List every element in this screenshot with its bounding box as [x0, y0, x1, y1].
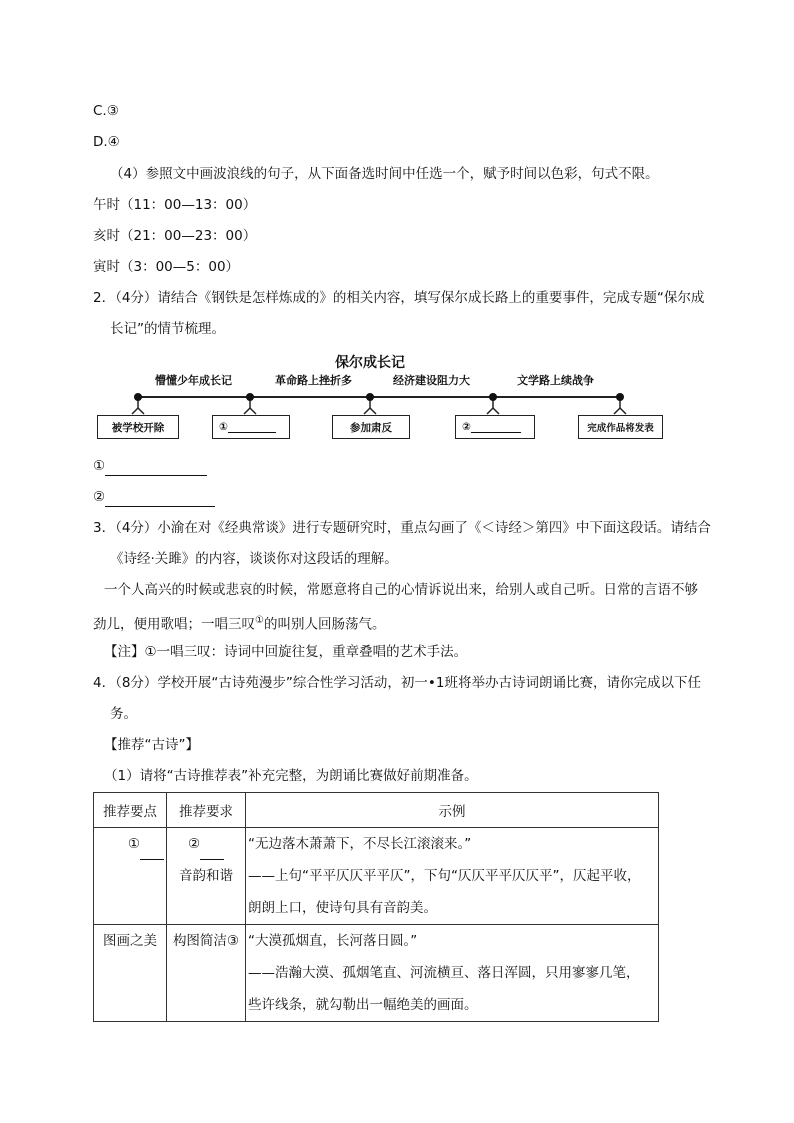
event-box-blank-2-label: ② [462, 421, 471, 433]
connector-arrow-2 [244, 408, 256, 414]
section-heading: 【推荐“古诗”】 [104, 737, 199, 753]
row2-requirement-cell[interactable] [167, 925, 246, 1022]
diagram-title: 保尔成长记 [335, 355, 405, 371]
option-d: D.④ [93, 134, 120, 150]
quote-line1: 一个人高兴的时候或悲哀的时候，常愿意将自己的心情诉说出来，给别人或自己听。日常的言语不够 [104, 582, 698, 598]
option-c: C.③ [93, 103, 119, 119]
row1-point-cell[interactable] [94, 828, 167, 925]
event-box-blank-1-label: ① [219, 421, 228, 433]
table-row [94, 828, 659, 925]
connector-arrow-1 [132, 408, 144, 414]
answer-line-2[interactable] [93, 487, 215, 507]
header-requirement: 推荐要求 [167, 793, 246, 828]
connector-arrow-4 [487, 408, 499, 414]
answer-1-label: ① [93, 458, 106, 474]
paul-growth-diagram [95, 350, 665, 450]
row1-example-line2: ——上句“平平仄仄平平仄”，下句“仄仄平平仄仄平”，仄起平收， [248, 868, 641, 884]
stage-label-4: 文学路上续战争 [517, 374, 594, 387]
connector-arrow-5 [614, 408, 626, 414]
header-example: 示例 [246, 793, 659, 828]
recommendation-table [93, 792, 659, 1022]
question-2-line1: 2．（4分）请结合《钢铁是怎样炼成的》的相关内容，填写保尔成长路上的重要事件，完成专题“保尔成 [93, 290, 705, 306]
sub-question-1: （1）请将“古诗推荐表”补充完整，为朗诵比赛做好前期准备。 [104, 768, 478, 784]
row2-point-cell [94, 925, 167, 1022]
row1-point-blank [140, 843, 164, 860]
answer-1-blank [105, 460, 207, 476]
row1-point-line [94, 828, 164, 860]
event-box-blank-2-line [471, 422, 521, 433]
row2-example-cell [246, 925, 659, 1022]
answer-2-blank [105, 491, 215, 507]
footnote-marker: ① [255, 615, 264, 626]
stage-label-3: 经济建设阻力大 [393, 374, 470, 387]
event-box-1: 被学校开除 [97, 415, 179, 439]
row1-req-blank-line [167, 828, 245, 860]
question-3-line2: 《诗经·关雎》的内容，谈谈你对这段话的理解。 [110, 551, 398, 567]
row1-example-line1: “无边落木萧萧下，不尽长江滚滚来。” [248, 836, 472, 852]
question-3-line1: 3．（4分）小渝在对《经典常谈》进行专题研究时，重点勾画了《＜诗经＞第四》中下面这段话。请结合 [93, 520, 711, 536]
row1-point-label: ① [127, 836, 140, 852]
row2-point: 图画之美 [103, 933, 157, 949]
row1-requirement: 音韵和谐 [179, 868, 233, 884]
row1-requirement-cell[interactable] [167, 828, 246, 925]
event-box-blank-1[interactable] [212, 415, 290, 439]
event-box-3: 参加肃反 [332, 415, 410, 439]
row2-example-line3: 些许线条，就勾勒出一幅绝美的画面。 [248, 997, 478, 1013]
stage-label-2: 革命路上挫折多 [275, 374, 352, 387]
row2-example-line2: ——浩瀚大漠、孤烟笔直、河流横亘、落日浑圆，只用寥寥几笔， [248, 965, 640, 981]
table-row [94, 925, 659, 1022]
row1-req-blank [200, 843, 224, 860]
question-4-line1: 4．（8分）学校开展“古诗苑漫步”综合性学习活动，初一•1班将举办古诗词朗诵比赛，请你完成以下任 [93, 675, 701, 691]
event-box-blank-2[interactable] [455, 415, 535, 439]
footnote: 【注】①一唱三叹：诗词中回旋往复，重章叠唱的艺术手法。 [104, 644, 468, 660]
time-option-3: 寅时（3：00—5：00） [93, 259, 240, 275]
q4-prompt: （4）参照文中画波浪线的句子，从下面备选时间中任选一个，赋予时间以色彩，句式不限。 [110, 166, 659, 182]
row2-requirement: 构图简洁③ [172, 933, 240, 949]
node-1 [134, 393, 142, 401]
quote-line2-part1: 劲儿，便用歌唱；一唱三叹 [93, 616, 255, 633]
row2-example-line1: “大漠孤烟直，长河落日圆。” [248, 933, 418, 949]
connector-arrow-3 [364, 408, 376, 414]
stage-label-1: 懵懂少年成长记 [155, 374, 232, 387]
header-point: 推荐要点 [94, 793, 167, 828]
quote-line2 [93, 611, 385, 635]
answer-line-1[interactable] [93, 456, 207, 476]
node-5 [616, 393, 624, 401]
question-2-line2: 长记”的情节梳理。 [110, 321, 225, 337]
table-header-row [94, 793, 659, 828]
quote-line2-part2: 的叫别人回肠荡气。 [263, 616, 386, 633]
question-4-line2: 务。 [110, 706, 137, 722]
time-option-2: 亥时（21：00—23：00） [93, 228, 257, 244]
row1-example-cell [246, 828, 659, 925]
node-3 [366, 393, 374, 401]
event-box-5: 完成作品将发表 [578, 415, 663, 439]
row1-example-line3: 朗朗上口，使诗句具有音韵美。 [248, 900, 437, 916]
event-box-blank-1-line [228, 422, 276, 433]
node-4 [489, 393, 497, 401]
time-option-1: 午时（11：00—13：00） [93, 197, 257, 213]
node-2 [246, 393, 254, 401]
row1-req-blank-label: ② [187, 836, 201, 852]
answer-2-label: ② [93, 489, 106, 505]
